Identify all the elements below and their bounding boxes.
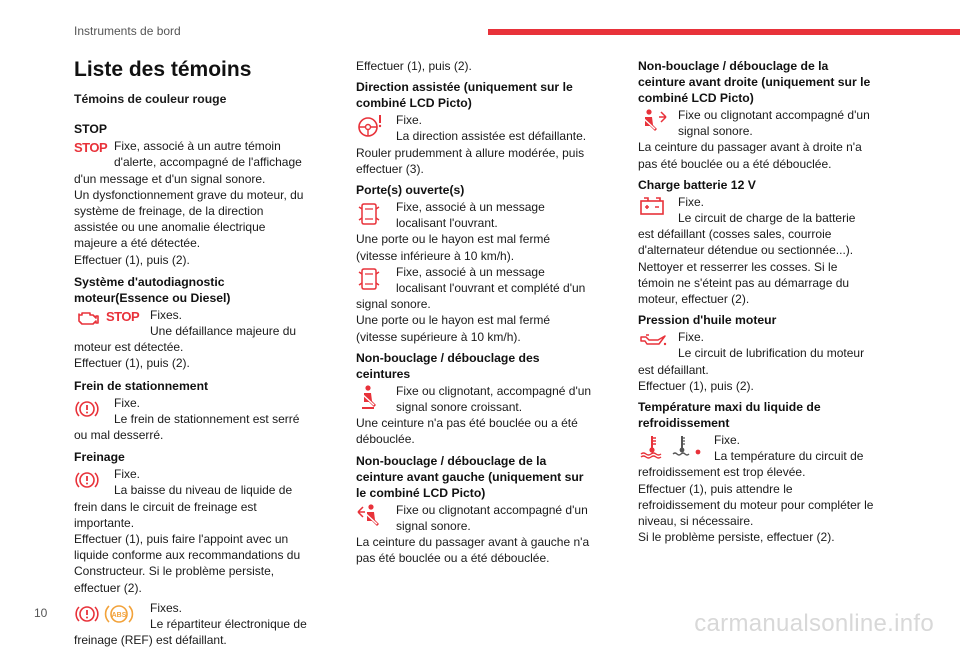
steering-warning-icon — [356, 113, 390, 143]
autodiag-entry — [74, 307, 310, 356]
doors-text-2: Une porte ou le hayon est mal fermé (vitesse inférieure à 10 km/h). — [356, 232, 551, 263]
seatbelt-icon — [356, 384, 390, 414]
braking-text-3: Effectuer (1), puis faire l'appoint avec un liquide conforme aux recommandations du Constructeur. Si le problème persiste, effectuer (2). — [74, 532, 301, 595]
coolant-temp-level-icon — [670, 433, 706, 459]
stop-text-1: Fixe, associé à un autre témoin d'alerte, accompagné de l'affichage d'un message et d'un signal sonore. — [74, 139, 302, 186]
belts-entry — [356, 383, 592, 415]
parking-heading: Frein de stationnement — [74, 378, 209, 393]
ref-text-2: Le répartiteur électronique de freinage (REF) est défaillant. — [74, 617, 307, 648]
running-header: Instruments de bord — [74, 24, 181, 38]
belts-text-1: Fixe ou clignotant, accompagné d'un signal sonore croissant. — [396, 383, 592, 415]
autodiag-stop-label: STOP — [106, 308, 140, 324]
door-open-icon-2 — [356, 265, 390, 295]
oil-text-2: Le circuit de lubrification du moteur est défaillant. — [638, 346, 865, 377]
column-3 — [638, 56, 874, 545]
abs-icon-label: ABS — [111, 611, 127, 619]
abs-icon — [104, 601, 134, 627]
oil-text-1: Fixe. — [678, 330, 705, 345]
stop-text-2: Un dysfonctionnement grave du moteur, du système de freinage, de la direction assistée ou une anomalie électrique majeure a été détectée. — [74, 187, 304, 251]
braking-continued-text: Effectuer (1), puis (2). — [356, 59, 472, 73]
coolant-temp-icon — [638, 433, 666, 459]
belt-right-entry — [638, 107, 874, 139]
autodiag-heading: Système d'autodiagnostic moteur(Essence ou Diesel) — [74, 274, 231, 305]
battery-entry — [638, 194, 874, 259]
parking-brake-icon — [74, 396, 108, 426]
stop-heading: STOP — [74, 122, 107, 137]
stop-warning-icon — [74, 139, 108, 169]
seatbelt-left-icon — [356, 503, 390, 533]
belt-left-text-2: La ceinture du passager avant à gauche n'a pas été bouclée ou a été débouclée. — [356, 535, 590, 566]
doors-text-1: Fixe, associé à un message localisant l'ouvrant. — [396, 200, 545, 231]
steering-text-3: Rouler prudemment à allure modérée, puis effectuer (3). — [356, 145, 585, 176]
coolant-icons — [638, 433, 708, 463]
section-subtitle: Témoins de couleur rouge — [74, 92, 227, 106]
steering-entry — [356, 112, 592, 144]
belt-left-text-1: Fixe ou clignotant accompagné d'un signal sonore. — [396, 502, 588, 533]
oil-pressure-icon — [638, 330, 672, 360]
autodiag-text-1: Fixes. — [150, 307, 183, 322]
brake-warning-icon — [74, 467, 108, 497]
oil-entry — [638, 329, 874, 378]
doors-text-3: Fixe, associé à un message localisant l'ouvrant et complété d'un signal sonore. — [356, 264, 586, 312]
coolant-text-4: Si le problème persiste, effectuer (2). — [638, 530, 835, 545]
steering-text-2: La direction assistée est défaillante. — [396, 129, 587, 144]
battery-text-3: Nettoyer et resserrer les cosses. Si le témoin ne s'éteint pas au démarrage du moteur, effectuer (2). — [638, 259, 850, 307]
page-number: 10 — [34, 606, 48, 620]
steering-text-1: Fixe. — [396, 113, 423, 128]
stop-icon-label: STOP — [74, 140, 108, 156]
ref-entry — [74, 600, 310, 648]
header-accent-bar — [488, 29, 960, 35]
column-2 — [356, 56, 592, 566]
page-title: Liste des témoins — [74, 58, 252, 81]
battery-icon — [638, 195, 672, 225]
battery-text-1: Fixe. — [678, 194, 705, 209]
coolant-heading: Température maxi du liquide de refroidissement — [638, 400, 821, 431]
stop-entry — [74, 138, 310, 187]
braking-heading: Freinage — [74, 450, 125, 465]
belts-text-2: Une ceinture n'a pas été bouclée ou a été débouclée. — [356, 416, 578, 447]
autodiag-text-2: Une défaillance majeure du moteur est détectée. — [74, 324, 297, 355]
belt-left-entry — [356, 502, 592, 534]
battery-text-2: Le circuit de charge de la batterie est défaillant (cosses sales, courroie d'alternateur détendue ou sectionnée...). — [638, 211, 856, 258]
oil-heading: Pression d'huile moteur — [638, 313, 777, 328]
autodiag-icons — [74, 308, 144, 338]
doors-heading: Porte(s) ouverte(s) — [356, 183, 465, 198]
braking-entry — [74, 466, 310, 531]
ref-text-1: Fixes. — [150, 600, 183, 615]
parking-text-1: Fixe. — [114, 395, 141, 410]
autodiag-text-3: Effectuer (1), puis (2). — [74, 356, 190, 371]
brake-icon — [74, 601, 100, 627]
steering-heading: Direction assistée (uniquement sur le combiné LCD Picto) — [356, 80, 573, 111]
parking-entry — [74, 395, 310, 444]
door-open-icon — [356, 200, 390, 230]
braking-text-1: Fixe. — [114, 467, 141, 482]
belt-right-text-2: La ceinture du passager avant à droite n'a pas été bouclée ou a été débouclée. — [638, 140, 862, 171]
belt-right-text-1: Fixe ou clignotant accompagné d'un signal sonore. — [678, 108, 870, 139]
belt-left-heading: Non-bouclage / débouclage de la ceinture avant gauche (uniquement sur le combiné LCD Picto) — [356, 453, 584, 500]
belts-heading: Non-bouclage / débouclage des ceintures — [356, 350, 540, 381]
braking-text-2: La baisse du niveau de liquide de frein dans le circuit de freinage est importante. — [74, 483, 293, 530]
coolant-text-2: La température du circuit de refroidissement est trop élevée. — [638, 449, 864, 480]
doors-entry-2 — [356, 264, 592, 313]
engine-icon — [74, 308, 102, 328]
watermark: carmanualsonline.info — [694, 610, 934, 637]
coolant-entry — [638, 432, 874, 481]
stop-text-3: Effectuer (1), puis (2). — [74, 252, 190, 267]
oil-text-3: Effectuer (1), puis (2). — [638, 378, 754, 393]
belt-right-heading: Non-bouclage / débouclage de la ceinture avant droite (uniquement sur le combiné LCD Picto) — [638, 59, 871, 105]
coolant-text-3: Effectuer (1), puis attendre le refroidissement du moteur pour compléter le niveau, si nécessaire. — [638, 481, 874, 529]
doors-entry-1 — [356, 199, 592, 231]
battery-heading: Charge batterie 12 V — [638, 177, 756, 192]
parking-text-2: Le frein de stationnement est serré ou mal desserré. — [74, 411, 300, 443]
doors-text-4: Une porte ou le hayon est mal fermé (vitesse supérieure à 10 km/h). — [356, 313, 551, 344]
column-1 — [74, 56, 310, 648]
coolant-text-1: Fixe. — [714, 433, 741, 448]
ref-icons — [74, 601, 144, 631]
seatbelt-right-icon — [638, 108, 672, 138]
